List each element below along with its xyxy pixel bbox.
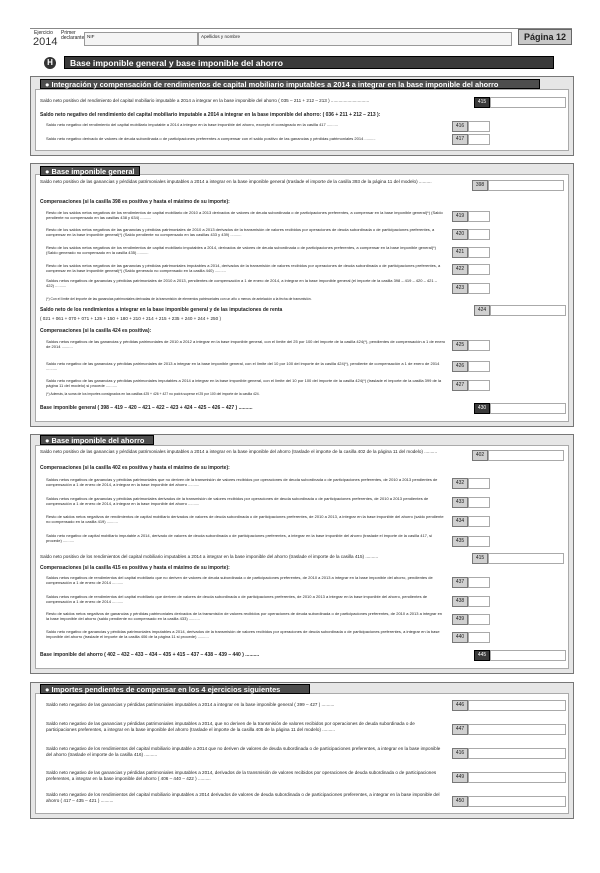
value-450[interactable] xyxy=(468,796,566,807)
row-434: Resto de saldos netos negativos de rendimientos de capital mobiliario derivados de valores de deuda subordinada o de participaciones preferentes, de 2010 a 2013, a integrar en la base imponible del ahorro (saldo pendiente no compensado en la casilla 419) .......... xyxy=(46,514,444,524)
row-402: Saldo neto positivo de las ganancias y pérdidas patrimoniales imputables a 2014 a integrar en la base imponible del ahorro (traslade el importe de la casilla 402 de la página 11 del modelo) .......... xyxy=(40,449,438,454)
row-420: Resto de los saldos netos negativos de las ganancias y pérdidas patrimoniales de 2010 a 2013 derivados de la transmisión de valores recibidos por operaciones de deuda subordinada o de participaciones preferentes, a compensar en la base imponible general(*) (Saldo pendiente no compensado en las casillas 433 y 439) .......... xyxy=(46,227,435,237)
note-limite: (*) Con el límite del importe de las ganancias patrimoniales derivadas de la transmisión de elementos patrimoniales con un año o menos de antelación a la fecha de transmisión. xyxy=(46,297,312,301)
value-437[interactable] xyxy=(468,577,490,588)
row-435: Saldo neto negativo de capital mobiliario imputable a 2014, derivado de valores de deuda subordinada o de participaciones preferentes, a integrar en la base imponible del ahorro (traslade el importe de la casilla 417, si procede) .......... xyxy=(46,533,433,543)
box-435: 435 xyxy=(452,536,468,547)
box-427: 427 xyxy=(452,380,468,391)
row-446: Saldo neto negativo de las ganancias y pérdidas patrimoniales imputables a 2014 a integrar en la base imponible general ( 399 – 427 ) .......... xyxy=(46,702,335,707)
row-398: Saldo neto positivo de las ganancias y pérdidas patrimoniales imputables a 2014 a integrar en la base imponible general (traslade el importe de la casilla 393 de la página 11 del modelo) .......... xyxy=(40,179,432,184)
box-433: 433 xyxy=(452,497,468,508)
value-402[interactable] xyxy=(488,450,564,461)
value-425[interactable] xyxy=(468,340,490,351)
row-424-heading: Saldo neto de los rendimientos a integrar en la base imponible general y de las imputaciones de renta xyxy=(40,307,283,313)
row-424: ( 021 + 061 + 070 + 071 + 125 + 150 + 180 + 210 + 214 + 215 + 235 + 240 + 244 + 250 ) xyxy=(40,316,221,321)
value-430[interactable] xyxy=(490,403,566,414)
section-rcm-ahorro-title: ● Integración y compensación de rendimientos de capital mobiliario imputables a 2014 a integrar en la base imponible del ahorro xyxy=(40,79,540,89)
row-445: Base imponible del ahorro ( 402 – 432 – 433 – 434 – 435 + 415 – 437 – 438 – 439 – 440 ) .......... xyxy=(40,652,260,658)
ejercicio-label: Ejercicio xyxy=(34,30,53,36)
row-433: Saldos netos negativos de ganancias y pérdidas patrimoniales derivados de la transmisión de valores recibidos por operaciones de deuda subordinada o de participaciones preferentes, de 2010 a 2013 pendientes de compensación a 1 de enero de 2014, a integrar en la base imponible del ahorro .......... xyxy=(46,496,429,506)
value-421[interactable] xyxy=(468,247,490,258)
box-446: 446 xyxy=(452,700,468,711)
value-420[interactable] xyxy=(468,229,490,240)
page-number: Página 12 xyxy=(518,29,572,45)
box-416: 416 xyxy=(452,121,468,132)
value-445[interactable] xyxy=(490,650,566,661)
compensaciones-ahorro-label: Compensaciones (si la casilla 402 es positiva y hasta el máximo de su importe): xyxy=(40,465,230,471)
value-440[interactable] xyxy=(468,632,490,643)
box-445: 445 xyxy=(474,650,490,661)
row-440: Saldo neto negativo de ganancias y pérdidas patrimoniales imputables a 2014, derivados de la transmisión de valores recibidos por operaciones de deuda subordinada o de participaciones preferentes, a integrar en la base imponible del ahorro (traslade el importe de la casilla 406 de la página 11 si procede) .......... xyxy=(46,629,440,639)
value-432[interactable] xyxy=(468,478,490,489)
value-417[interactable] xyxy=(468,134,490,145)
box-402: 402 xyxy=(472,450,488,461)
box-415: 415 xyxy=(474,97,490,108)
row-417: Saldo neto negativo derivado de valores de deuda subordinada o de participaciones preferentes a compensar con el saldo positivo de las ganancias y pérdidas patrimoniales 2014 .......... xyxy=(46,136,376,141)
row-423: Saldos netos negativos de ganancias y pérdidas patrimoniales de 2010 a 2013, pendientes de compensación a 1 de enero de 2014, a integrar en la base imponible general (el importe de la casilla 398 – 419 – 420 – 421 – 422) .......... xyxy=(46,278,437,288)
box-422: 422 xyxy=(452,264,468,275)
value-434[interactable] xyxy=(468,516,490,527)
row-416-heading: Saldo neto negativo del rendimiento del capital mobiliario imputable a 2014 a integrar en la base imponible del ahorro: ( 036 + 211 + 212 – 213 ): xyxy=(40,112,381,118)
box-416b: 416 xyxy=(452,748,468,759)
value-438[interactable] xyxy=(468,596,490,607)
section-pendientes-title: ● Importes pendientes de compensar en los 4 ejercicios siguientes xyxy=(40,684,310,694)
value-439[interactable] xyxy=(468,614,490,625)
value-433[interactable] xyxy=(468,497,490,508)
box-449: 449 xyxy=(452,772,468,783)
row-422: Resto de los saldos netos negativos de las ganancias y pérdidas patrimoniales imputables a 2014, derivados de la transmisión de valores recibidos por operaciones de deuda subordinada o de participaciones preferentes, a compensar en la base imponible general(*) (Saldo generado no compensado en la casilla 440) .......... xyxy=(46,263,441,273)
box-421: 421 xyxy=(452,247,468,258)
value-398[interactable] xyxy=(488,180,564,191)
value-427[interactable] xyxy=(468,380,490,391)
value-415b[interactable] xyxy=(488,553,564,564)
section-bi-ahorro-title: ● Base imponible del ahorro xyxy=(40,435,154,445)
box-426: 426 xyxy=(452,361,468,372)
value-423[interactable] xyxy=(468,283,490,294)
value-435[interactable] xyxy=(468,536,490,547)
box-447: 447 xyxy=(452,724,468,735)
box-439: 439 xyxy=(452,614,468,625)
row-419: Resto de los saldos netos negativos de los rendimientos de capital mobiliario de 2010 a 2013 derivados de valores de deuda subordinada o de participaciones preferentes, a compensar en la base imponible general(*) (Saldo pendiente no compensado en las casillas 438 y 634) .......... xyxy=(46,210,443,220)
row-427: Saldo neto negativo de las ganancias y pérdidas patrimoniales imputables a 2014 a integrar en la base imponible general, con el límite del 10 por 100 del importe de la casilla 424(*) (traslade el importe de la casilla 399 de la página 11 del modelo) si procede .......... xyxy=(46,378,442,388)
box-417: 417 xyxy=(452,134,468,145)
box-437: 437 xyxy=(452,577,468,588)
section-bi-general-title: ● Base imponible general xyxy=(40,166,140,176)
primer-declarante-label: Primer declarante xyxy=(61,30,85,42)
nif-label: NIF xyxy=(87,34,95,39)
row-425: Saldos netos negativos de las ganancias y pérdidas patrimoniales de 2010 a 2012 a integrar en la base imponible general, con el límite del 25 por 100 del importe de la casilla 424(*), pendientes de compensación a 1 de enero de 2014 .......... xyxy=(46,339,446,349)
box-430: 430 xyxy=(474,403,490,414)
row-421: Resto de los saldos netos negativos de los rendimientos de capital mobiliario imputables a 2014, derivados de valores de deuda subordinada o de participaciones preferentes, a compensar en la base imponible general(*) (Saldo generado no compensado en la casilla 435) .......... xyxy=(46,245,437,255)
box-424: 424 xyxy=(474,305,490,316)
box-398: 398 xyxy=(472,180,488,191)
note-25: (*) Además, la suma de los importes consignados en las casillas 425 + 426 + 427 no podrá superar el 25 por 100 del importe de la casilla 424. xyxy=(46,392,260,396)
row-449: Saldo neto negativo de las ganancias y pérdidas patrimoniales imputables a 2014, derivados de la transmisión de valores recibidos por operaciones de deuda subordinada o de participaciones preferentes, a integrar en la base imponible del ahorro ( 406 – 440 – 422 ) .......... xyxy=(46,770,437,781)
row-430: Base imponible general ( 398 – 419 – 420 – 421 – 422 – 423 + 424 – 425 – 426 – 427 ) .......... xyxy=(40,405,253,411)
value-447[interactable] xyxy=(468,724,566,735)
compensaciones-ahorro-2-label: Compensaciones (si la casilla 415 es positiva y hasta el máximo de su importe): xyxy=(40,565,230,571)
value-416[interactable] xyxy=(468,121,490,132)
value-416b[interactable] xyxy=(468,748,566,759)
box-432: 432 xyxy=(452,478,468,489)
row-450: Saldo neto negativo de los rendimientos del capital mobiliario imputables a 2014 derivados de valores de deuda subordinada o de participaciones preferentes, a integrar en la base imponible del ahorro ( 417 – 435 – 421 ) .......... xyxy=(46,792,440,803)
row-416b: Saldo neto negativo de los rendimientos del capital mobiliario imputable a 2014 que no deriven de valores de deuda subordinada o de participaciones preferentes, a integrar en la base imponible del ahorro (traslade el importe de la casilla 416) .......... xyxy=(46,746,441,757)
box-420: 420 xyxy=(452,229,468,240)
compensaciones-label: Compensaciones (si la casilla 398 es positiva y hasta el máximo de su importe): xyxy=(40,199,230,205)
section-letter-badge: H xyxy=(44,57,56,69)
box-450: 450 xyxy=(452,796,468,807)
row-432: Saldos netos negativos de ganancias y pérdidas patrimoniales que no deriven de la transmisión de valores recibidos por operaciones de deuda subordinada o de participaciones preferentes, de 2010 a 2013 pendientes de compensación a 1 de enero de 2014, a integrar en la base imponible del ahorro .......... xyxy=(46,477,438,487)
box-425: 425 xyxy=(452,340,468,351)
box-419: 419 xyxy=(452,211,468,222)
row-426: Saldo neto negativo de las ganancias y pérdidas patrimoniales de 2013 a integrar en la base imponible general, con el límite del 10 por 100 del importe de la casilla 424(*), pendiente de compensación a 1 de enero de 2014 .......... xyxy=(46,361,440,371)
row-415: Saldo neto positivo del rendimiento del capital mobiliario imputable a 2014 a integrar en la base imponible del ahorro ( 035 – 211 + 212 – 213 ) .............................. xyxy=(40,98,370,103)
apellidos-label: Apellidos y nombre xyxy=(201,34,241,39)
nif-field[interactable] xyxy=(84,32,198,46)
value-419[interactable] xyxy=(468,211,490,222)
value-415[interactable] xyxy=(490,97,566,108)
box-423: 423 xyxy=(452,283,468,294)
row-447: Saldo neto negativo de las ganancias y pérdidas patrimoniales imputables a 2014, que no deriven de la transmisión de valores recibidos por operaciones de deuda subordinada o de participaciones preferentes, a integrar en la base imponible del ahorro (traslade el importe de la casilla 405 de la página 11 del modelo) .......... xyxy=(46,721,415,732)
value-422[interactable] xyxy=(468,264,490,275)
value-424[interactable] xyxy=(490,305,566,316)
apellidos-field[interactable] xyxy=(198,32,512,46)
row-416: Saldo neto negativo del rendimiento del capital mobiliario imputable a 2014 a integrar en la base imponible del ahorro, excepto el consignado en la casilla 417 .......... xyxy=(46,122,338,127)
ejercicio-year: 2014 xyxy=(33,36,58,48)
section-title: Base imponible general y base imponible del ahorro xyxy=(64,56,554,69)
box-440: 440 xyxy=(452,632,468,643)
compensaciones-2-label: Compensaciones (si la casilla 424 es positiva): xyxy=(40,328,152,334)
value-446[interactable] xyxy=(468,700,566,711)
box-438: 438 xyxy=(452,596,468,607)
row-415b: Saldo neto positivo de los rendimientos del capital mobiliario imputables a 2014 a integrar en la base imponible del ahorro (traslade el importe de la casilla 415) .......... xyxy=(40,554,379,559)
box-415b: 415 xyxy=(472,553,488,564)
row-437: Saldos netos negativos de rendimientos del capital mobiliario que no deriven de valores de deuda subordinada o de participaciones preferentes, de 2010 a 2013 a integrar en la base imponible del ahorro, pendientes de compensación a 1 de enero de 2014 .......... xyxy=(46,575,433,585)
value-426[interactable] xyxy=(468,361,490,372)
row-438: Saldos netos negativos de rendimientos del capital mobiliario que deriven de valores de deuda subordinada o de participaciones preferentes, de 2010 a 2013 a integrar en la base imponible del ahorro, pendientes de compensación a 1 de enero de 2014 .......... xyxy=(46,594,428,604)
value-449[interactable] xyxy=(468,772,566,783)
box-434: 434 xyxy=(452,516,468,527)
row-439: Resto de saldos netos negativos de ganancias y pérdidas patrimoniales derivados de la transmisión de valores recibidos por operaciones de deuda subordinada o de participaciones preferentes, de 2010 a 2013 a integrar en la base imponible del ahorro (saldo pendiente no compensado en la casilla 433) .......... xyxy=(46,611,443,621)
